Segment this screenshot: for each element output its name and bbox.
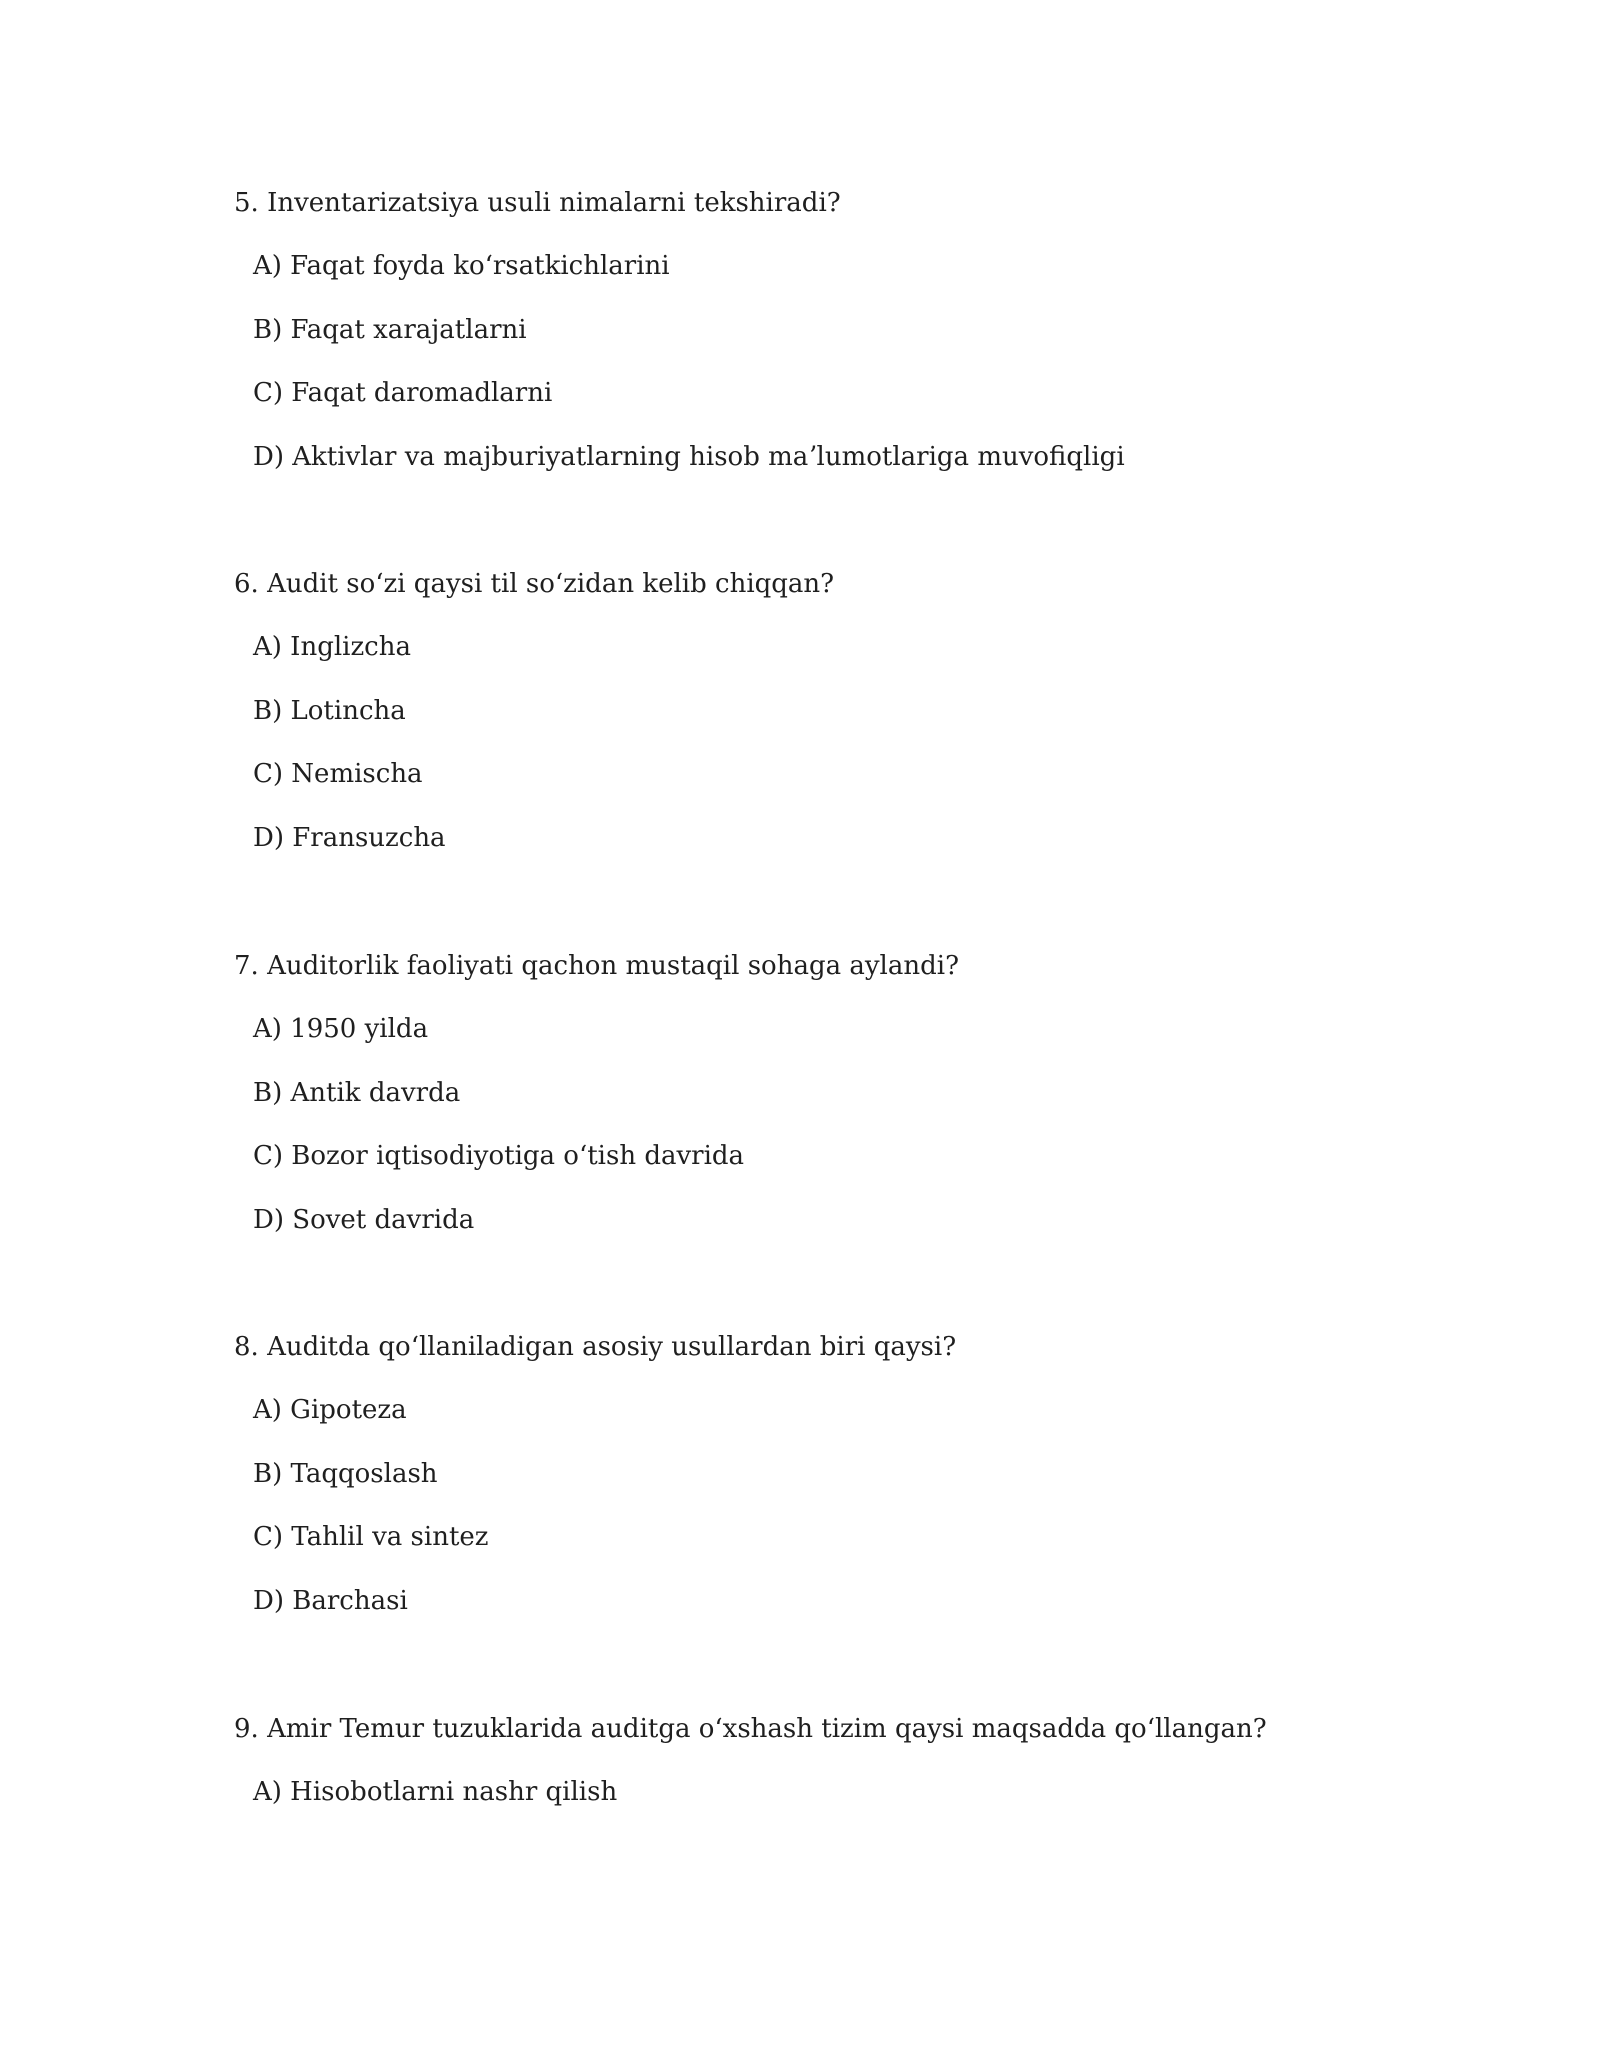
option-b: B) Faqat xarajatlarni	[253, 315, 527, 345]
option-b: B) Taqqoslash	[253, 1459, 438, 1489]
option-d: D) Barchasi	[253, 1586, 408, 1616]
question-text: 6. Audit soʻzi qaysi til soʻzidan kelib chiqqan?	[234, 569, 835, 599]
option-a: A) Faqat foyda koʻrsatkichlarini	[253, 251, 670, 281]
question-text: 9. Amir Temur tuzuklarida auditga oʻxshash tizim qaysi maqsadda qoʻllangan?	[234, 1714, 1267, 1744]
option-d: D) Fransuzcha	[253, 823, 446, 853]
option-a: A) Hisobotlarni nashr qilish	[253, 1777, 618, 1807]
option-c: C) Faqat daromadlarni	[253, 378, 553, 408]
question-text: 5. Inventarizatsiya usuli nimalarni tekshiradi?	[234, 188, 841, 218]
option-c: C) Tahlil va sintez	[253, 1522, 489, 1552]
option-c: C) Bozor iqtisodiyotiga oʻtish davrida	[253, 1141, 745, 1171]
option-a: A) 1950 yilda	[253, 1014, 429, 1044]
option-b: B) Antik davrda	[253, 1078, 461, 1108]
option-a: A) Gipoteza	[253, 1395, 407, 1425]
option-d: D) Sovet davrida	[253, 1205, 475, 1235]
question-text: 8. Auditda qoʻllaniladigan asosiy usullardan biri qaysi?	[234, 1332, 957, 1362]
option-d: D) Aktivlar va majburiyatlarning hisob maʼlumotlariga muvofiqligi	[253, 442, 1125, 472]
option-b: B) Lotincha	[253, 696, 406, 726]
option-c: C) Nemischa	[253, 759, 423, 789]
option-a: A) Inglizcha	[253, 632, 411, 662]
question-text: 7. Auditorlik faoliyati qachon mustaqil sohaga aylandi?	[234, 951, 960, 981]
